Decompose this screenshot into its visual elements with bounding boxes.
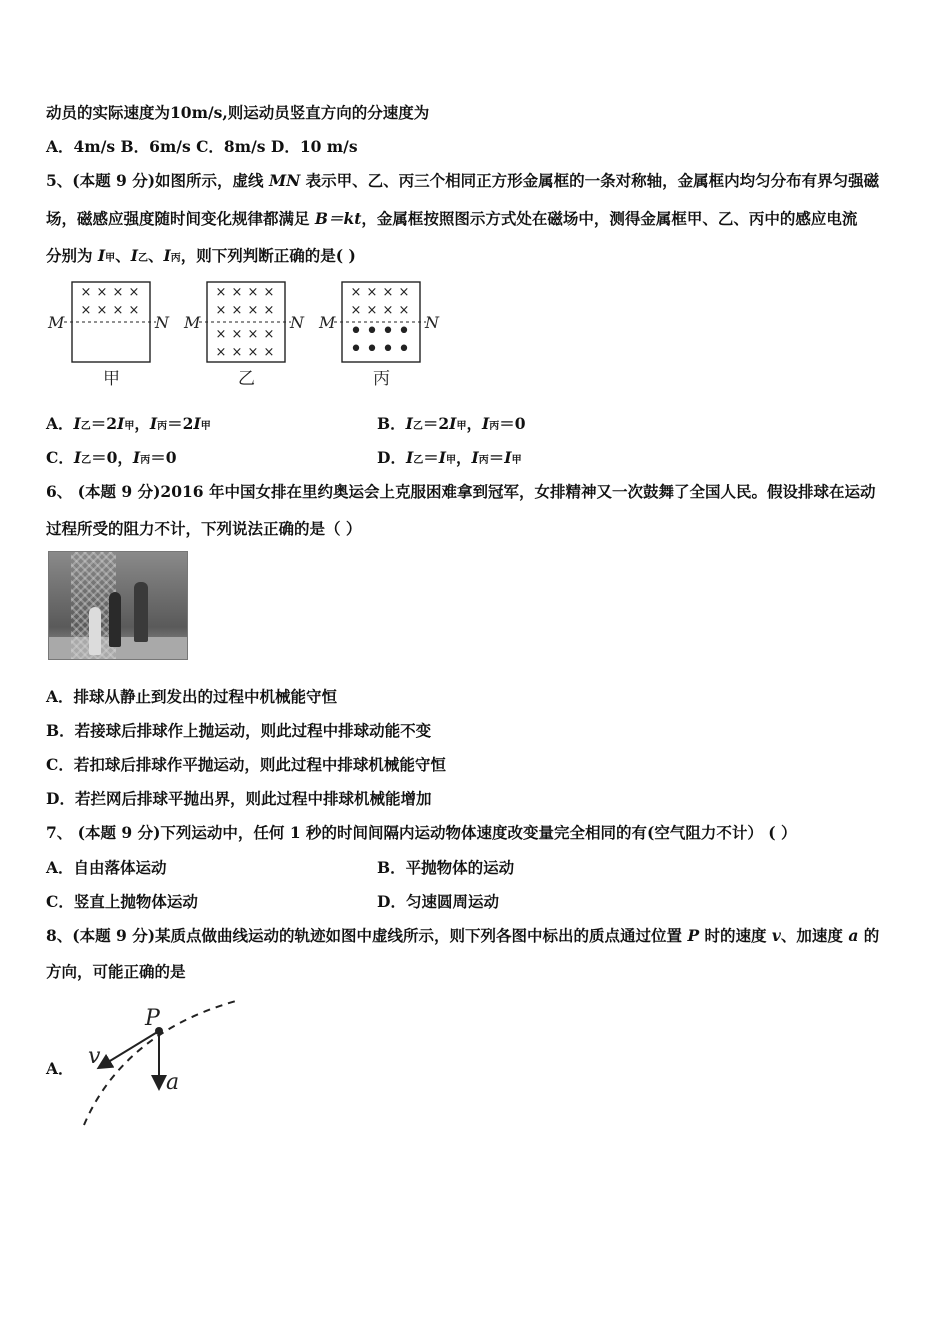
field-cross-mark: ×	[350, 285, 362, 300]
field-cross-mark: ×	[80, 303, 92, 318]
label-n-1: N	[155, 313, 169, 332]
q5-option-a[interactable]: A．I乙＝2I甲，I丙＝2I甲	[46, 414, 211, 433]
field-dot-mark: •	[365, 319, 379, 344]
field-dot-mark: •	[397, 319, 411, 344]
q5-line-2: 场，磁感应强度随时间变化规律都满足 B＝kt，金属框按照图示方式处在磁场中，测得金属框甲、乙、丙中的感应电流	[46, 209, 858, 228]
q5-magnetic-frames-figure	[44, 276, 454, 396]
field-cross-mark: ×	[112, 285, 124, 300]
field-dot-mark: •	[365, 337, 379, 362]
q6-option-d[interactable]: D．若拦网后排球平抛出界，则此过程中排球机械能增加	[46, 789, 432, 808]
q6-option-a[interactable]: A．排球从静止到发出的过程中机械能守恒	[46, 687, 338, 706]
field-cross-mark: ×	[96, 285, 108, 300]
q5-option-d[interactable]: D．I乙＝I甲，I丙＝I甲	[377, 448, 522, 467]
label-m-2: M	[184, 313, 201, 332]
q5-option-c[interactable]: C．I乙＝0，I丙＝0	[46, 448, 177, 467]
field-cross-mark: ×	[263, 327, 275, 342]
field-cross-mark: ×	[215, 285, 227, 300]
q5-line-1: 5、(本题 9 分)如图所示，虚线 MN 表示甲、乙、丙三个相同正方形金属框的一条对称轴，金属框内均匀分布有界匀强磁	[46, 171, 880, 190]
field-cross-mark: ×	[382, 285, 394, 300]
field-cross-mark: ×	[350, 303, 362, 318]
field-cross-mark: ×	[128, 303, 140, 318]
field-cross-mark: ×	[215, 327, 227, 342]
field-cross-mark: ×	[382, 303, 394, 318]
field-cross-mark: ×	[215, 345, 227, 360]
field-cross-mark: ×	[112, 303, 124, 318]
q7-option-d[interactable]: D．匀速圆周运动	[377, 892, 499, 911]
field-cross-mark: ×	[247, 327, 259, 342]
label-n-3: N	[425, 313, 439, 332]
q4-options: A．4m/s B．6m/s C．8m/s D．10 m/s	[46, 137, 358, 156]
q7-line-1: 7、 (本题 9 分)下列运动中，任何 1 秒的时间间隔内运动物体速度改变量完全相同的有(空气阻力不计） ( ）	[46, 823, 797, 842]
frame-label-bing: 丙	[373, 369, 390, 389]
field-cross-mark: ×	[80, 285, 92, 300]
field-cross-mark: ×	[231, 327, 243, 342]
q6-option-c[interactable]: C．若扣球后排球作平抛运动，则此过程中排球机械能守恒	[46, 755, 446, 774]
field-cross-mark: ×	[231, 285, 243, 300]
field-cross-mark: ×	[96, 303, 108, 318]
q8-trajectory-figure	[70, 995, 250, 1130]
q5-option-b[interactable]: B．I乙＝2I甲，I丙＝0	[377, 414, 526, 433]
q8-line-2: 方向，可能正确的是	[46, 962, 186, 981]
field-cross-mark: ×	[398, 303, 410, 318]
frame-label-yi: 乙	[238, 369, 255, 389]
q7-option-c[interactable]: C．竖直上抛物体运动	[46, 892, 198, 911]
label-p: P	[145, 1006, 160, 1031]
field-cross-mark: ×	[263, 345, 275, 360]
q7-option-a[interactable]: A．自由落体运动	[46, 858, 167, 877]
q8-line-1: 8、(本题 9 分)某质点做曲线运动的轨迹如图中虚线所示，则下列各图中标出的质点通过位置 P 时的速度 v、加速度 a 的	[46, 926, 880, 945]
field-cross-mark: ×	[247, 303, 259, 318]
label-v: v	[88, 1044, 101, 1069]
field-cross-mark: ×	[128, 285, 140, 300]
q6-line-2: 过程所受的阻力不计，下列说法正确的是（ ）	[46, 519, 362, 538]
q6-option-b[interactable]: B．若接球后排球作上抛运动，则此过程中排球动能不变	[46, 721, 432, 740]
label-m-1: M	[48, 313, 65, 332]
field-cross-mark: ×	[366, 285, 378, 300]
field-cross-mark: ×	[215, 303, 227, 318]
q6-line-1: 6、 (本题 9 分)2016 年中国女排在里约奥运会上克服困难拿到冠军，女排精神又一次鼓舞了全国人民。假设排球在运动	[46, 482, 876, 501]
photo-player	[89, 607, 101, 655]
photo-player	[134, 582, 148, 642]
q7-option-b[interactable]: B．平抛物体的运动	[377, 858, 515, 877]
field-dot-mark: •	[381, 337, 395, 362]
field-cross-mark: ×	[263, 303, 275, 318]
label-n-2: N	[290, 313, 304, 332]
field-cross-mark: ×	[263, 285, 275, 300]
intro-text: 动员的实际速度为10m/s,则运动员竖直方向的分速度为	[46, 103, 430, 122]
volleyball-photo	[48, 551, 188, 660]
field-cross-mark: ×	[247, 345, 259, 360]
field-dot-mark: •	[349, 337, 363, 362]
field-cross-mark: ×	[231, 345, 243, 360]
label-a: a	[166, 1070, 180, 1095]
velocity-arrow	[100, 1031, 159, 1067]
field-dot-mark: •	[349, 319, 363, 344]
field-cross-mark: ×	[247, 285, 259, 300]
field-dot-mark: •	[381, 319, 395, 344]
frame-label-jia: 甲	[103, 369, 120, 389]
field-cross-mark: ×	[398, 285, 410, 300]
label-m-3: M	[319, 313, 336, 332]
field-dot-mark: •	[397, 337, 411, 362]
field-cross-mark: ×	[231, 303, 243, 318]
q5-line-3: 分别为 I甲、I乙、I丙，则下列判断正确的是( )	[46, 246, 356, 265]
field-cross-mark: ×	[366, 303, 378, 318]
q8-option-a-label[interactable]: A．	[46, 1059, 74, 1078]
photo-player	[109, 592, 121, 647]
